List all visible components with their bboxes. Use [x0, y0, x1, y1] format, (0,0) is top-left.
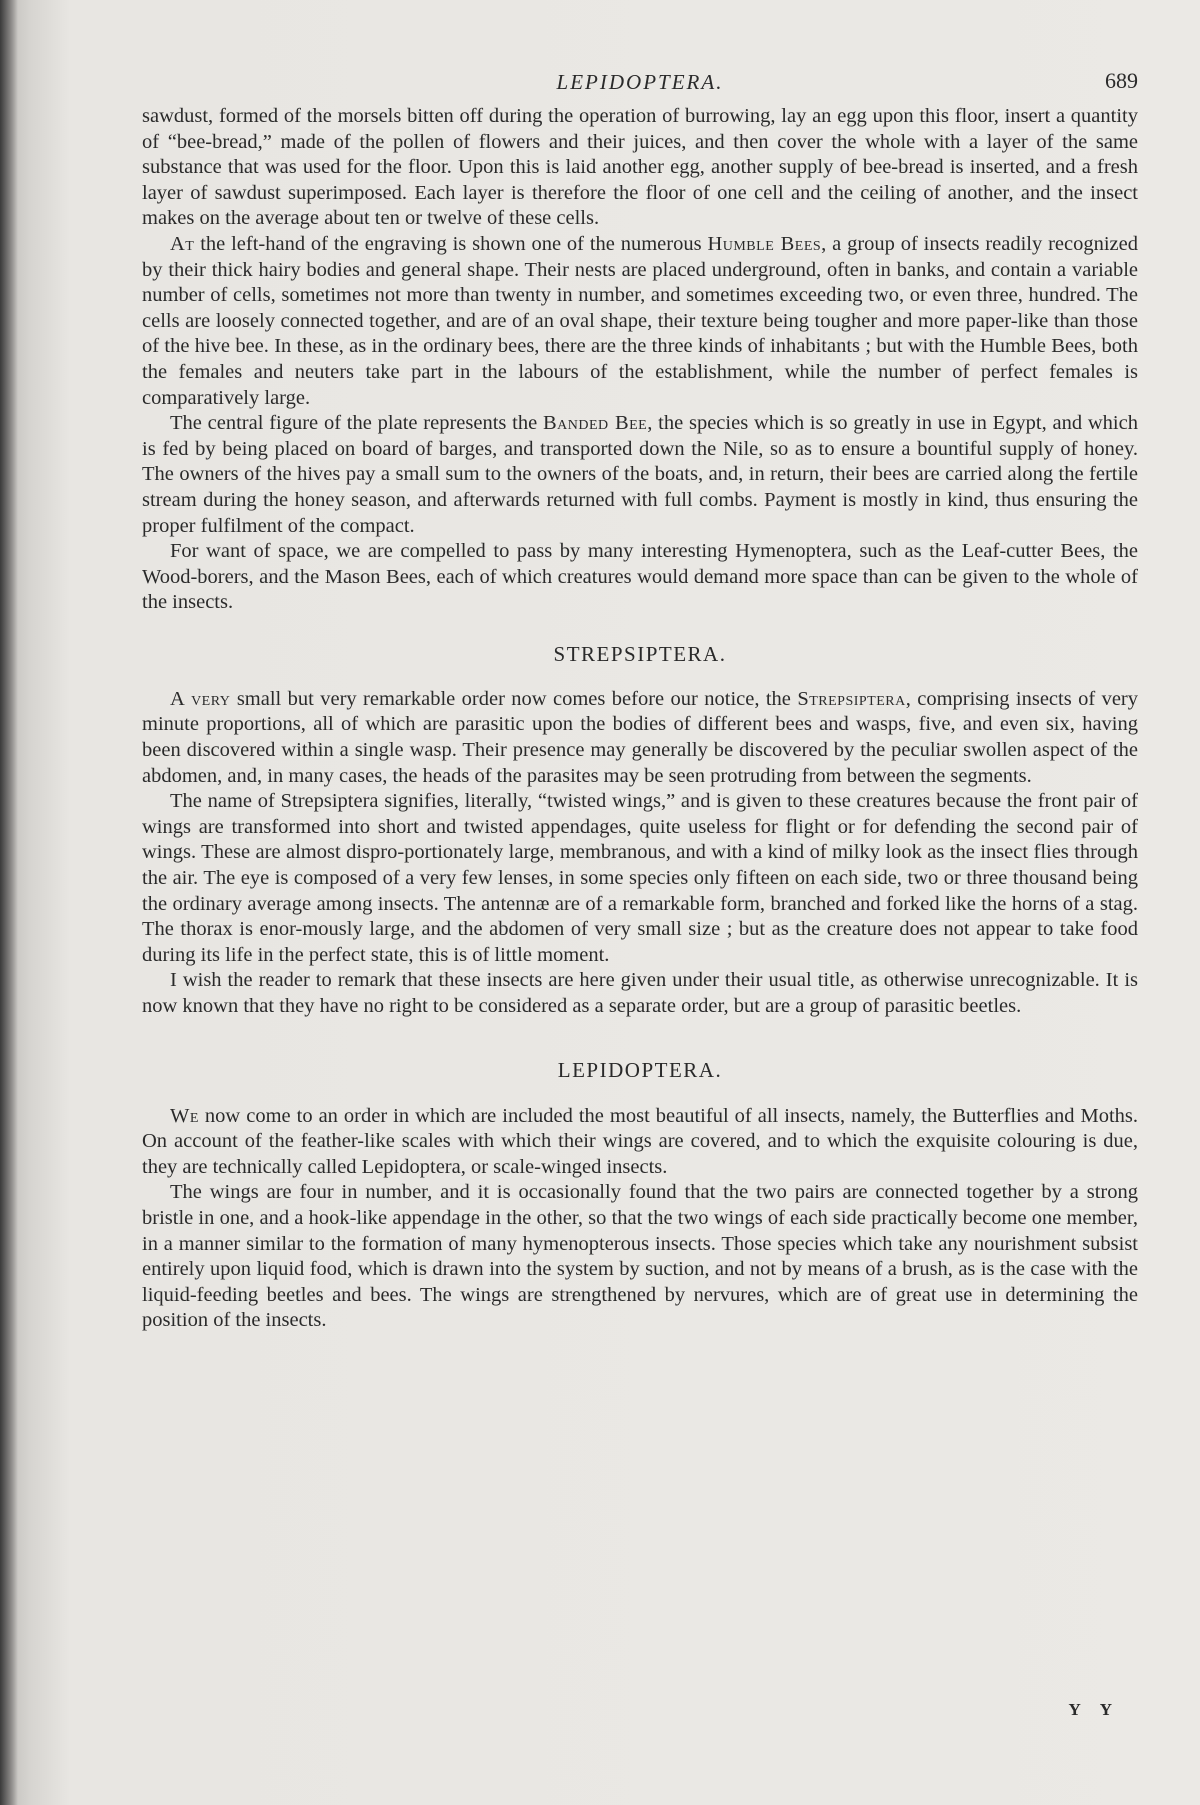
running-title: LEPIDOPTERA. [556, 70, 724, 94]
lead-word: We [170, 1104, 199, 1127]
paragraph-strepsiptera-remark: I wish the reader to remark that these insects are here given under their usual title, as otherwise unrecognizable. It is now known that they have no right to be considered as a separate order, but are a group of parasitic beetles. [142, 969, 1138, 1017]
book-spine-shadow [0, 0, 18, 1805]
heading-lepidoptera: LEPIDOPTERA. [557, 1057, 723, 1082]
term-banded-bee: Banded Bee [543, 412, 648, 435]
running-head [142, 64, 1138, 104]
text-run: , comprising insects of very minute proportions, all of which are parasitic upon the bodies of different bees and wasps, five, and even six, having been discovered within a single wasp. Their presence may generally be discovered by the peculiar swollen aspect of the abdomen, and, in many cases, the heads of the parasites may be seen protruding from between the segments. [142, 687, 1138, 787]
paragraph-humble-bees [142, 232, 1138, 411]
paragraph-banded-bee [142, 411, 1138, 539]
paragraph-lepidoptera-wings: The wings are four in number, and it is occasionally found that the two pairs are connected together by a strong bristle in one, and a hook-like appendage in the other, so that the two wings of each side practically become one member, in a manner similar to the formation of many hymenopterous insects. Those species which take any nourishment subsist entirely upon liquid food, which is drawn into the system by suction, and not by means of a brush, as is the case with the liquid-feeding beetles and bees. The wings are strengthened by nervures, which are of great use in determining the position of the insects. [142, 1181, 1138, 1332]
paragraph-strepsiptera-name: The name of Strepsiptera signifies, literally, “twisted wings,” and is given to these creatures because the front pair of wings are transformed into short and twisted appendages, quite useless for flight or for defending the second pair of wings. These are almost dispro-portionately large, membranous, and with a kind of milky look as the insect flies through the air. The eye is composed of a very few lenses, in some species only fifteen on each side, two or three thousand being the ordinary average among insects. The antennæ are of a remarkable form, branched and forked like the horns of a stag. The thorax is enor-mously large, and the abdomen of very small size ; but as the creature does not appear to take food during its life in the perfect state, this is of little moment. [142, 790, 1138, 966]
paragraph-want-of-space: For want of space, we are compelled to pass by many interesting Hymenoptera, such as the Leaf-cutter Bees, the Wood-borers, and the Mason Bees, each of which creatures would demand more space than can be given to the whole of the insects. [142, 540, 1138, 614]
text-run: now come to an order in which are included the most beautiful of all insects, namely, the Butterflies and Moths. On account of the feather-like scales with which their wings are covered, and to which the exquisite colouring is due, they are technically called Lepidoptera, or scale-winged insects. [142, 1104, 1138, 1178]
text-run: , a group of insects readily recognized by their thick hairy bodies and general shape. Their nests are placed underground, often in banks, and contain a variable number of cells, sometimes not more than twenty in number, and sometimes exceeding two, or even three, hundred. The cells are loosely connected together, and are of an oval shape, their texture being tougher and more paper-like than those of the hive bee. In these, as in the ordinary bees, there are the three kinds of inhabitants ; but with the Humble Bees, both the females and neuters take part in the labours of the establishment, while the number of perfect females is comparatively large. [142, 232, 1138, 409]
paragraph-strepsiptera-intro [142, 687, 1138, 789]
lead-word: At [170, 232, 195, 255]
term-humble-bees: Humble Bees [707, 232, 822, 255]
heading-strepsiptera: STREPSIPTERA. [553, 641, 727, 666]
text-run: the left-hand of the engraving is shown one of the numerous [194, 232, 708, 255]
page-number: 689 [1105, 68, 1138, 93]
text-run: The central figure of the plate represents the [170, 412, 543, 435]
signature-mark: Y Y [1068, 1700, 1120, 1719]
paragraph-lepidoptera-intro [142, 1104, 1138, 1181]
lead-word: A very [170, 687, 231, 710]
text-block [142, 64, 1138, 1334]
paragraph-sawdust: sawdust, formed of the morsels bitten off during the operation of burrowing, lay an egg upon this floor, insert a quantity of “bee-bread,” made of the pollen of flowers and their juices, and then cover the whole with a layer of the same substance that was used for the floor. Upon this is laid another egg, another supply of bee-bread is inserted, and a fresh layer of sawdust superimposed. Each layer is therefore the floor of one cell and the ceiling of another, and the insect makes on the average about ten or twelve of these cells. [142, 105, 1138, 230]
text-run: small but very remarkable order now comes before our notice, the [230, 687, 798, 710]
text-run: , the species which is so greatly in use in Egypt, and which is fed by being placed on board of barges, and transported down the Nile, so as to ensure a bountiful supply of honey. The owners of the hives pay a small sum to the owners of the boats, and, in return, their bees are carried along the fertile stream during the honey season, and afterwards returned with full combs. Payment is mostly in kind, thus ensuring the proper fulfilment of the compact. [142, 412, 1138, 537]
term-strepsiptera: Strepsiptera [797, 687, 906, 710]
